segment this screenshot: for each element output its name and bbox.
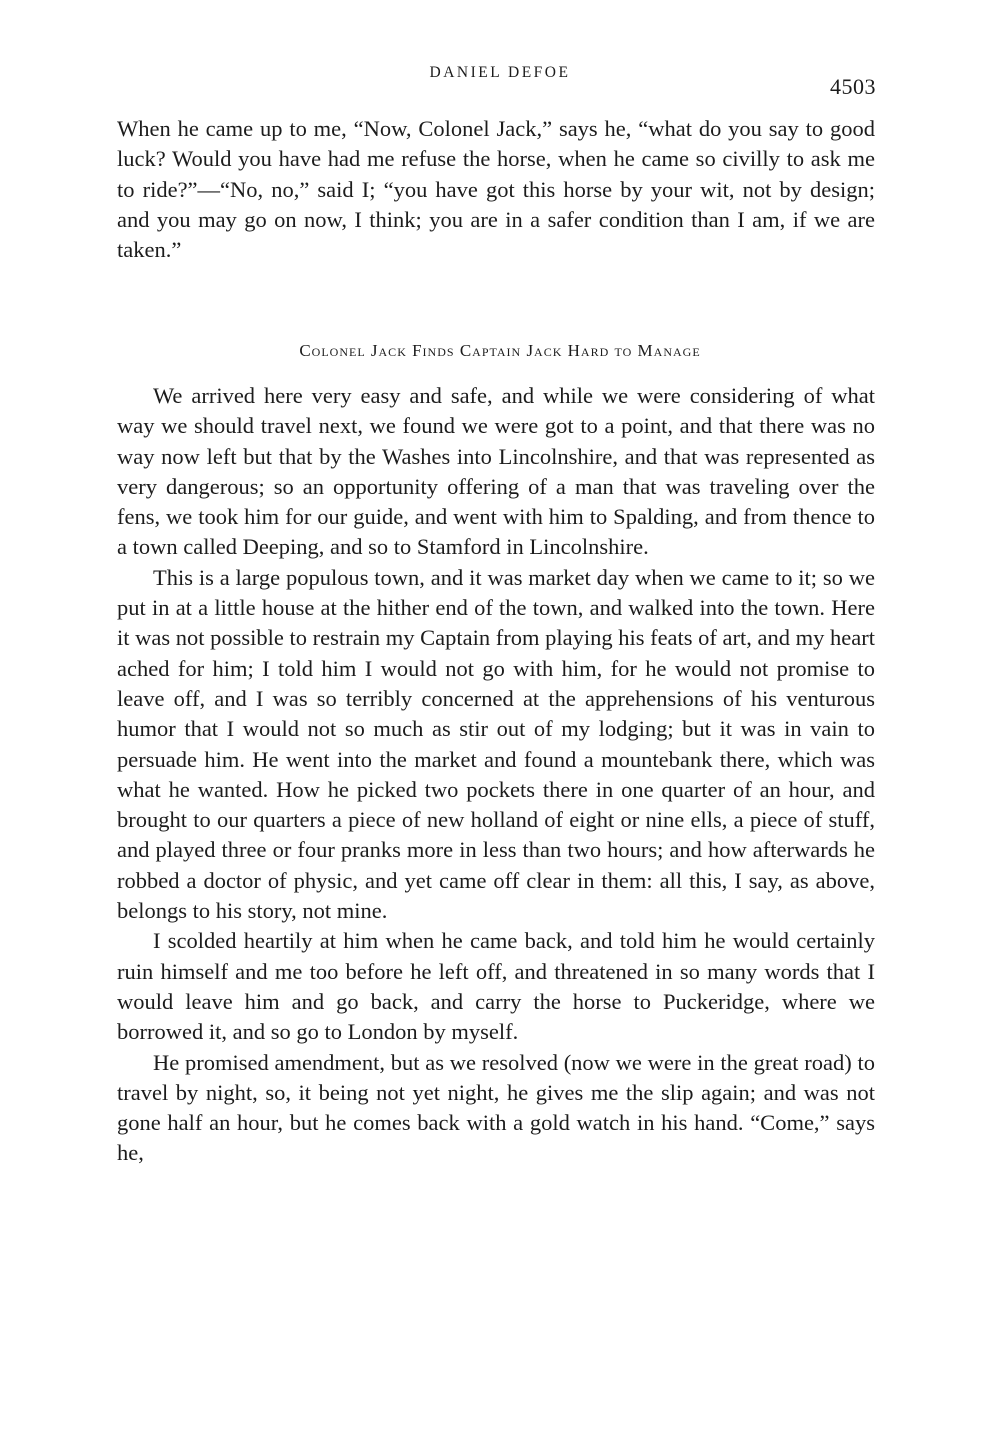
opening-paragraph: When he came up to me, “Now, Colonel Jack,” says he, “what do you say to good luck? Would you have had me refuse the horse, when he came so civilly to ask me to ride?”—“No, no,” said I; “you have got this horse by your wit, not by design; and you may go on now, I think; you are in a safer condition than I am, if we are taken.” [117, 116, 875, 263]
page-number: 4503 [830, 74, 876, 99]
body-paragraph: This is a large populous town, and it was market day when we came to it; so we put in at a little house at the hither end of the town, and walked into the town. Here it was not possible to restrain my Captain from playing his feats of art, and my heart ached for him; I told him I would not go with him, for he would not promise to leave off, and I was so terribly concerned at the apprehensions of his venturous humor that I would not so much as stir out of my lodging; but it was in vain to persuade him. He went into the market and found a mountebank there, which was what he wanted. How he picked two pockets there in one quarter of an hour, and brought to our quarters a piece of new holland of eight or nine ells, a piece of stuff, and played three or four pranks more in less than two hours; and how afterwards he robbed a doctor of physic, and yet came off clear in them: all this, I say, as above, belongs to his story, not mine. [117, 564, 875, 924]
section-body [117, 381, 875, 1169]
body-paragraph: He promised amendment, but as we resolved (now we were in the great road) to travel by night, so, it being not yet night, he gives me the slip again; and was not gone half an hour, but he comes back with a gold watch in his hand. “Come,” says he, [117, 1049, 875, 1166]
body-paragraph: We arrived here very easy and safe, and while we were considering of what way we should travel next, we found we were got to a point, and that there was no way now left but that by the Washes into Lincolnshire, and that was represented as very dangerous; so an opportunity offering of a man that was traveling over the fens, we took him for our guide, and went with him to Spalding, and from thence to a town called Deeping, and so to Stamford in Lincolnshire. [117, 383, 875, 560]
running-head: DANIEL DEFOE [429, 64, 571, 81]
body-paragraph: I scolded heartily at him when he came back, and told him he would certainly ruin himself and me too before he left off, and threatened in so many words that I would leave him and go back, and carry the horse to Puckeridge, where we borrowed it, and so go to London by myself. [117, 928, 875, 1045]
section-heading: Colonel Jack Finds Captain Jack Hard to Manage [299, 341, 701, 360]
opening-text [117, 114, 875, 265]
